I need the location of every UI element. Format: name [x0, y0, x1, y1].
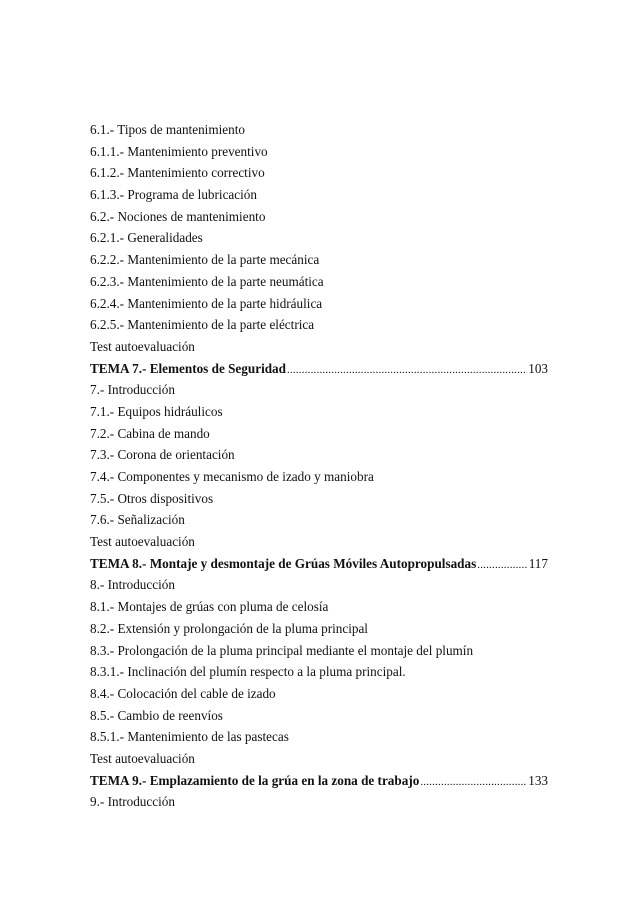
toc-entry: 8.3.1.- Inclinación del plumín respecto a la pluma principal.	[90, 664, 406, 680]
chapter-title: TEMA 9.- Emplazamiento de la grúa en la zona de trabajo	[90, 772, 420, 788]
toc-entry: 8.2.- Extensión y prolongación de la pluma principal	[90, 620, 368, 636]
page-number: 103	[528, 360, 548, 376]
toc-chapter-heading	[90, 358, 548, 380]
chapter-title: TEMA 7.- Elementos de Seguridad	[90, 360, 286, 376]
toc-entry: 9.- Introducción	[90, 794, 175, 810]
dot-leader	[477, 555, 527, 575]
toc-entry: 8.4.- Colocación del cable de izado	[90, 685, 276, 701]
toc-entry: 8.- Introducción	[90, 577, 175, 593]
page-number: 117	[528, 555, 548, 571]
toc-entry: 8.3.- Prolongación de la pluma principal mediante el montaje del plumín	[90, 642, 474, 658]
toc-entry: 6.2.4.- Mantenimiento de la parte hidráulica	[90, 295, 323, 311]
chapter-title: TEMA 8.- Montaje y desmontaje de Grúas Móviles Autopropulsadas	[90, 555, 477, 571]
toc-entry: 8.5.1.- Mantenimiento de las pastecas	[90, 729, 289, 745]
toc-chapter-heading	[90, 553, 548, 575]
toc-entry: 6.2.1.- Generalidades	[90, 230, 203, 246]
toc-entry: 6.2.5.- Mantenimiento de la parte eléctrica	[90, 317, 315, 333]
toc-entry: Test autoevaluación	[90, 534, 195, 550]
toc-entry: 7.3.- Corona de orientación	[90, 447, 235, 463]
toc-entry: Test autoevaluación	[90, 750, 195, 766]
toc-entry: 6.1.- Tipos de mantenimiento	[90, 122, 245, 137]
toc-entry: 7.2.- Cabina de mando	[90, 425, 210, 441]
toc-entry: 6.2.3.- Mantenimiento de la parte neumática	[90, 273, 324, 289]
toc-entry: 7.1.- Equipos hidráulicos	[90, 403, 223, 419]
page-number: 133	[528, 772, 548, 788]
toc-entry: 8.5.- Cambio de reenvíos	[90, 707, 223, 723]
dot-leader	[420, 772, 527, 792]
toc-entry: 7.6.- Señalización	[90, 512, 185, 528]
dot-leader	[287, 360, 527, 380]
toc-entry: 7.5.- Otros dispositivos	[90, 490, 214, 506]
toc-entry: 6.1.1.- Mantenimiento preventivo	[90, 143, 268, 159]
toc-entry: Test autoevaluación	[90, 338, 195, 354]
toc-chapter-heading	[90, 770, 548, 792]
toc-entry: 8.1.- Montajes de grúas con pluma de celosía	[90, 599, 329, 615]
toc-entry: 6.1.2.- Mantenimiento correctivo	[90, 165, 265, 181]
toc-entry: 7.4.- Componentes y mecanismo de izado y maniobra	[90, 469, 374, 484]
toc-entry: 6.2.2.- Mantenimiento de la parte mecánica	[90, 252, 320, 268]
table-of-contents	[90, 119, 548, 813]
toc-entry: 6.1.3.- Programa de lubricación	[90, 187, 257, 203]
toc-entry: 7.- Introducción	[90, 382, 175, 398]
toc-entry: 6.2.- Nociones de mantenimiento	[90, 208, 266, 224]
